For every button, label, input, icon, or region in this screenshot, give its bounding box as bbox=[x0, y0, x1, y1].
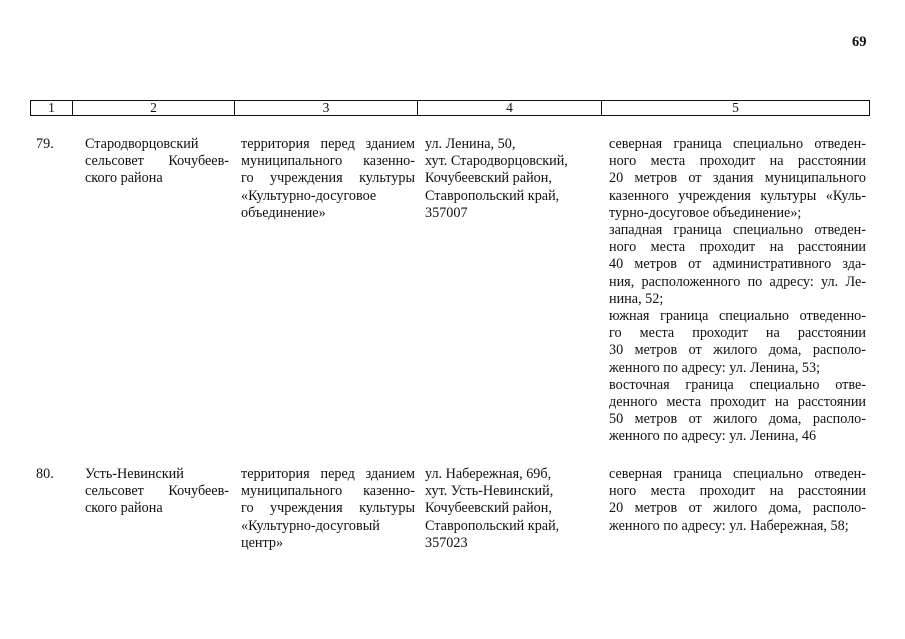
cell-text-line: 20 метров от жилого дома, располо- bbox=[609, 500, 866, 517]
municipality-cell bbox=[85, 136, 229, 188]
header-col-2: 2 bbox=[73, 101, 235, 116]
header-col-4: 4 bbox=[418, 101, 602, 116]
cell-text-line: ул. Набережная, 69б, bbox=[425, 466, 552, 482]
place-cell bbox=[241, 136, 415, 222]
cell-text-line: южная граница специально отведенно- bbox=[609, 308, 866, 325]
cell-text-line: ского района bbox=[85, 170, 163, 187]
cell-text-line: го места проходит на расстоянии bbox=[609, 325, 866, 342]
cell-text-line: ния, расположенного по адресу: ул. Ле- bbox=[609, 273, 866, 290]
cell-text-line: ного места проходит на расстоянии bbox=[609, 483, 866, 500]
cell-text-line: го учреждения культуры bbox=[241, 170, 415, 187]
cell-text-line: 20 метров от здания муниципального bbox=[609, 170, 866, 187]
cell-text-line: го учреждения культуры bbox=[241, 500, 415, 517]
cell-text-line: центр» bbox=[241, 534, 284, 551]
cell-text-line: женного по адресу: ул. Ленина, 53; bbox=[609, 359, 821, 376]
cell-text-line: денного места проходит на расстоянии bbox=[609, 394, 866, 411]
cell-text-line: муниципального казенно- bbox=[241, 153, 415, 170]
cell-text-line: северная граница специально отведен- bbox=[609, 136, 866, 152]
column-number-header bbox=[30, 100, 870, 116]
cell-text-line: хут. Стародворцовский, bbox=[425, 153, 568, 170]
boundaries-cell bbox=[609, 136, 866, 446]
cell-text-line: ского района bbox=[85, 500, 163, 517]
cell-text-line: Ставропольский край, bbox=[425, 517, 560, 534]
row-number: 80. bbox=[36, 466, 54, 482]
cell-text-line: объединение» bbox=[241, 204, 326, 221]
cell-text-line: восточная граница специально отве- bbox=[609, 376, 866, 393]
cell-text-line: западная граница специально отведен- bbox=[609, 222, 866, 239]
cell-text-line: ного места проходит на расстоянии bbox=[609, 153, 866, 170]
cell-text-line: 40 метров от административного зда- bbox=[609, 256, 866, 273]
page-number: 69 bbox=[852, 34, 867, 50]
cell-text-line: казенного учреждения культуры «Куль- bbox=[609, 187, 866, 204]
header-row bbox=[31, 101, 870, 116]
cell-text-line: нина, 52; bbox=[609, 290, 664, 307]
cell-text-line: северная граница специально отведен- bbox=[609, 466, 866, 482]
cell-text-line: «Культурно-досуговое bbox=[241, 187, 377, 204]
cell-text-line: 30 метров от жилого дома, располо- bbox=[609, 342, 866, 359]
cell-text-line: «Культурно-досуговый bbox=[241, 517, 380, 534]
cell-text-line: Стародворцовский bbox=[85, 136, 199, 152]
cell-text-line: Ставропольский край, bbox=[425, 187, 560, 204]
cell-text-line: Усть-Невинский bbox=[85, 466, 184, 482]
header-col-1: 1 bbox=[31, 101, 73, 116]
cell-text-line: хут. Усть-Невинский, bbox=[425, 483, 554, 500]
cell-text-line: 357007 bbox=[425, 204, 468, 221]
header-col-5: 5 bbox=[602, 101, 870, 116]
cell-text-line: территория перед зданием bbox=[241, 136, 415, 152]
cell-text-line: муниципального казенно- bbox=[241, 483, 415, 500]
place-cell bbox=[241, 466, 415, 552]
cell-text-line: женного по адресу: ул. Набережная, 58; bbox=[609, 517, 849, 534]
cell-text-line: Кочубеевский район, bbox=[425, 500, 552, 517]
cell-text-line: территория перед зданием bbox=[241, 466, 415, 482]
address-cell bbox=[425, 136, 595, 222]
cell-text-line: ного места проходит на расстоянии bbox=[609, 239, 866, 256]
cell-text-line: турно-досуговое объединение»; bbox=[609, 204, 802, 221]
cell-text-line: Кочубеевский район, bbox=[425, 170, 552, 187]
cell-text-line: 357023 bbox=[425, 534, 468, 551]
cell-text-line: 50 метров от жилого дома, располо- bbox=[609, 411, 866, 428]
row-number: 79. bbox=[36, 136, 54, 152]
cell-text-line: ул. Ленина, 50, bbox=[425, 136, 516, 152]
municipality-cell bbox=[85, 466, 229, 518]
boundaries-cell bbox=[609, 466, 866, 535]
address-cell bbox=[425, 466, 595, 552]
header-col-3: 3 bbox=[235, 101, 418, 116]
cell-text-line: женного по адресу: ул. Ленина, 46 bbox=[609, 428, 817, 445]
cell-text-line: сельсовет Кочубеев- bbox=[85, 153, 229, 170]
cell-text-line: сельсовет Кочубеев- bbox=[85, 483, 229, 500]
